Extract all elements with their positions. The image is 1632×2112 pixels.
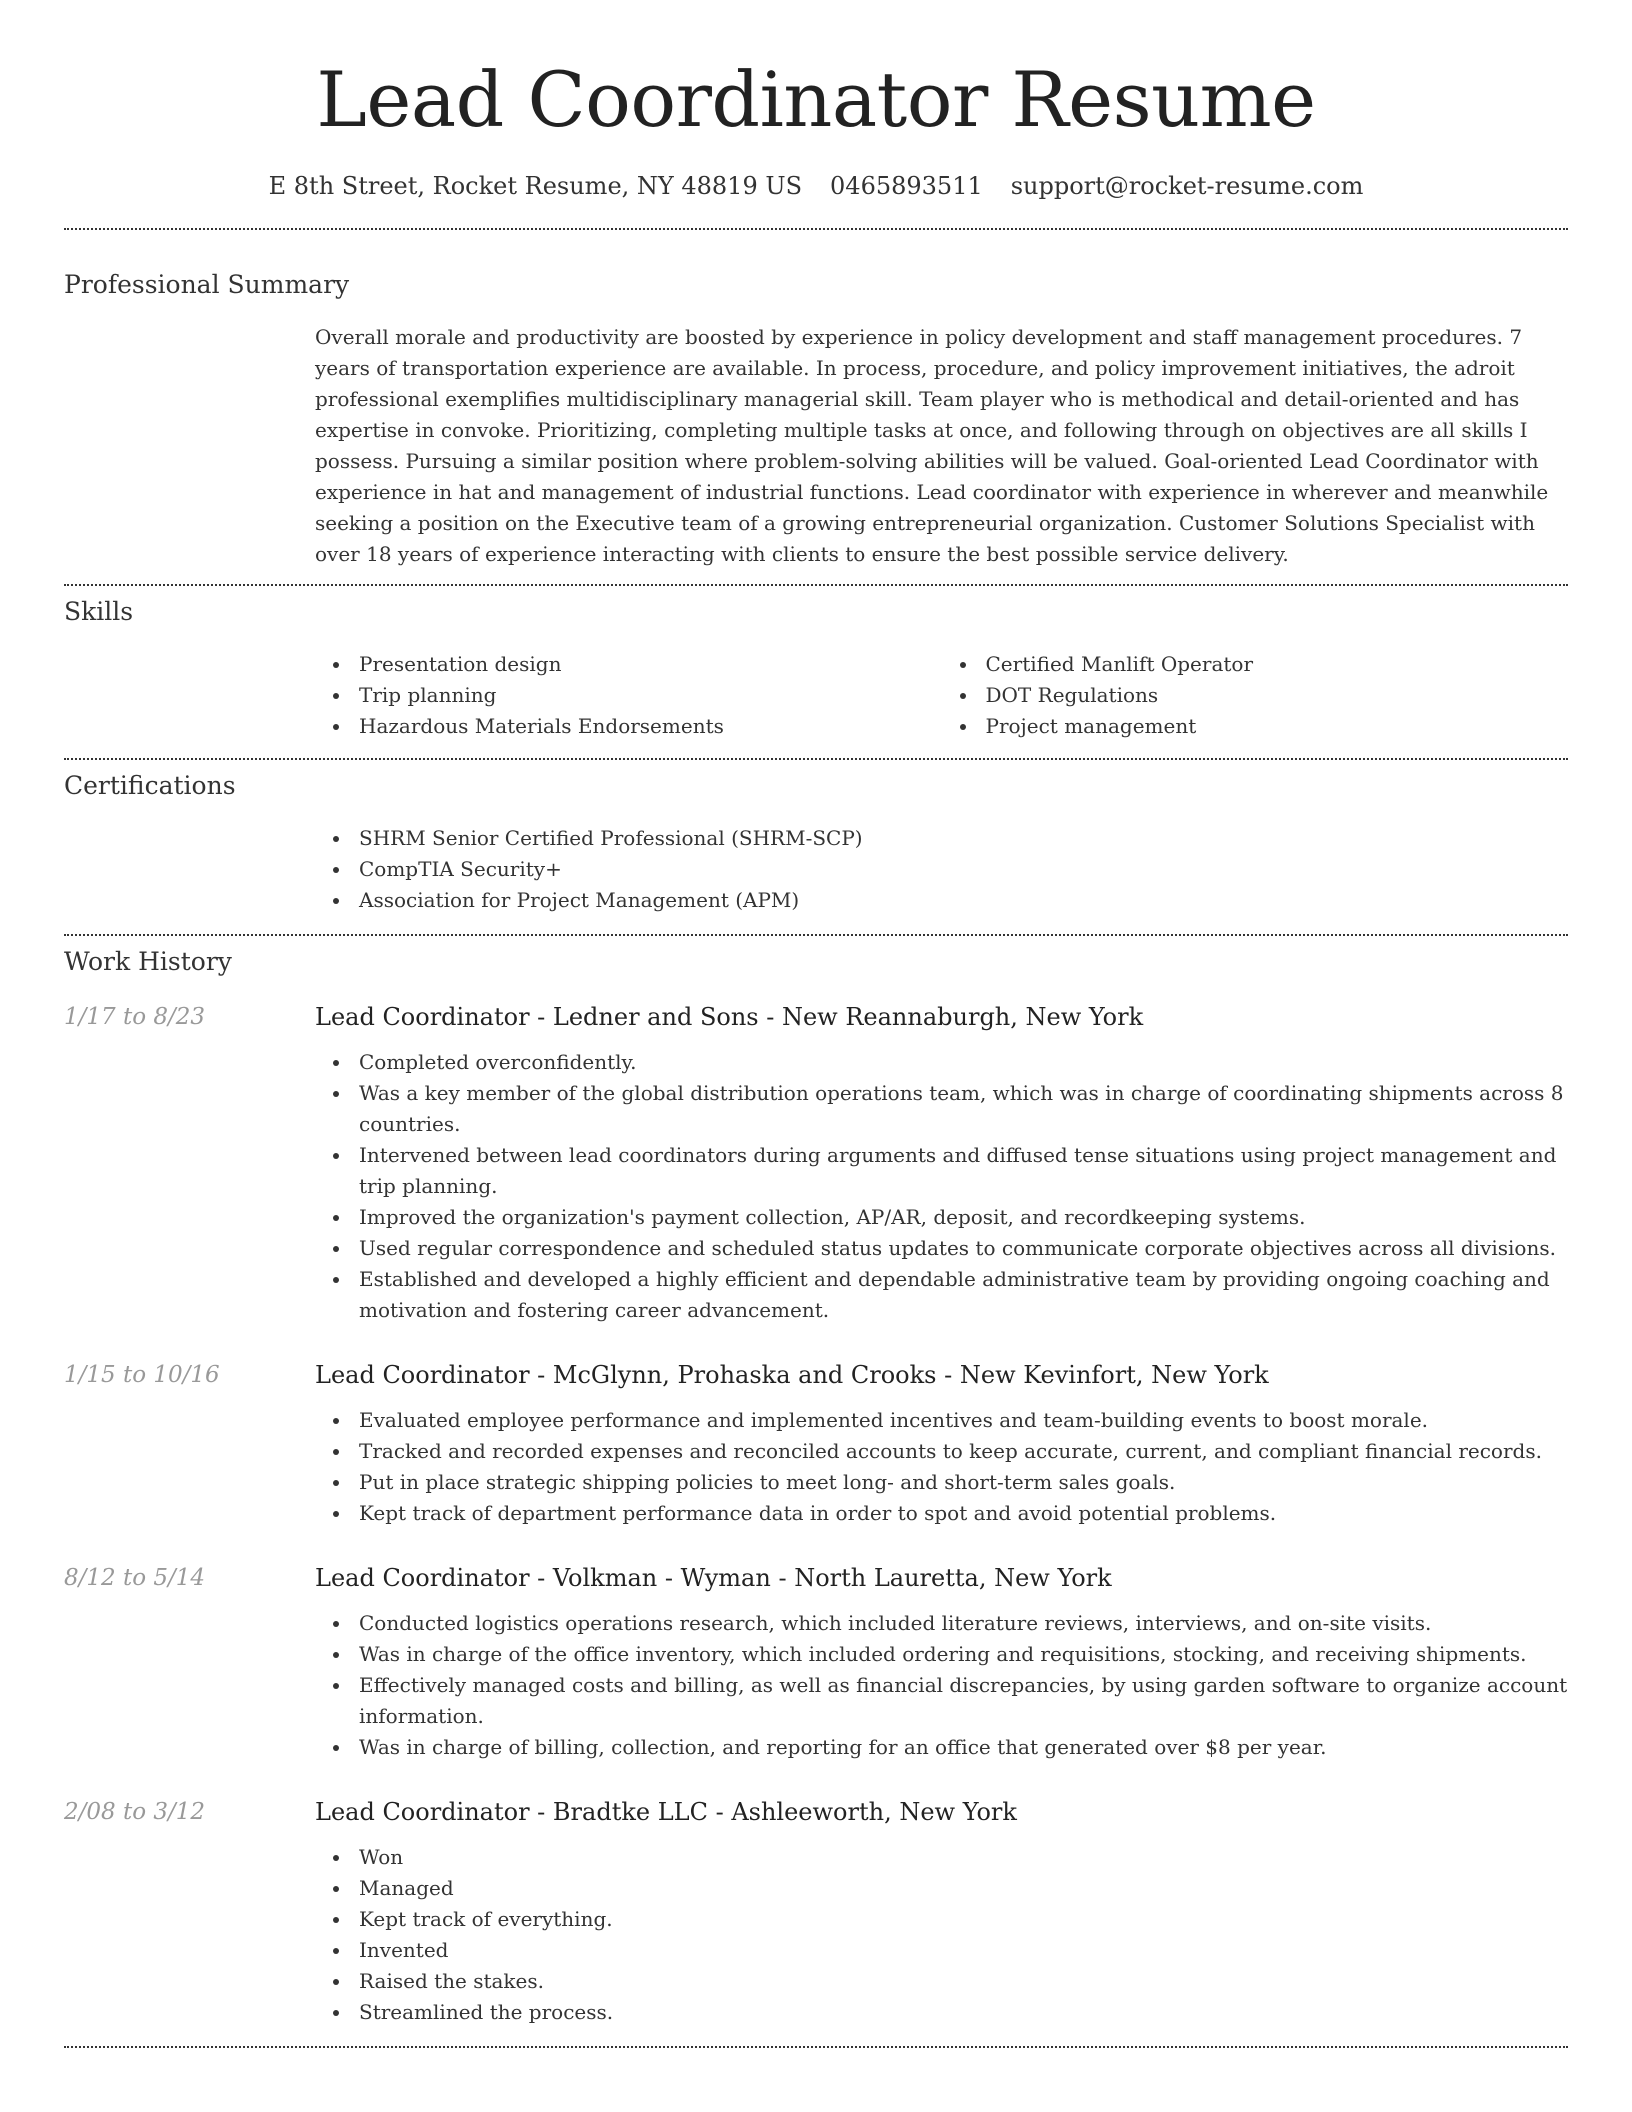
job-entry xyxy=(64,1001,1568,1326)
certifications-heading: Certifications xyxy=(64,771,236,800)
job-details xyxy=(315,1796,1568,2028)
contact-email: support@rocket-resume.com xyxy=(1010,172,1364,200)
job-bullet: Was in charge of the office inventory, which included ordering and requisitions, stocking, and receiving shipments. xyxy=(359,1639,1568,1670)
job-bullet: Improved the organization's payment collection, AP/AR, deposit, and recordkeeping systems. xyxy=(359,1202,1568,1233)
skill-item: Project management xyxy=(986,711,1569,742)
job-bullet: Effectively managed costs and billing, as well as financial discrepancies, by using garden software to organize account information. xyxy=(359,1670,1568,1732)
job-bullets xyxy=(315,1842,1568,2028)
job-title: Lead Coordinator - McGlynn, Prohaska and Crooks - New Kevinfort, New York xyxy=(315,1361,1269,1389)
job-title: Lead Coordinator - Ledner and Sons - New Reannaburgh, New York xyxy=(315,1003,1144,1031)
job-bullets xyxy=(315,1047,1568,1326)
skills-list-left xyxy=(315,649,942,742)
skill-item: Presentation design xyxy=(359,649,942,680)
job-bullet: Kept track of department performance data in order to spot and avoid potential problems. xyxy=(359,1498,1568,1529)
job-bullet: Kept track of everything. xyxy=(359,1904,1568,1935)
resume-page xyxy=(64,0,1568,2048)
certification-item: CompTIA Security+ xyxy=(359,854,1568,885)
job-bullet: Intervened between lead coordinators during arguments and diffused tense situations using project management and trip planning. xyxy=(359,1140,1568,1202)
job-details xyxy=(315,1001,1568,1326)
job-bullets xyxy=(315,1405,1568,1529)
skills-body xyxy=(315,649,1568,742)
section-divider xyxy=(64,2046,1568,2048)
certification-item: SHRM Senior Certified Professional (SHRM-SCP) xyxy=(359,823,1568,854)
resume-title: Lead Coordinator Resume xyxy=(316,55,1316,144)
job-bullet: Used regular correspondence and scheduled status updates to communicate corporate objectives across all divisions. xyxy=(359,1233,1568,1264)
contact-phone: 0465893511 xyxy=(830,172,983,200)
skill-item: DOT Regulations xyxy=(986,680,1569,711)
job-dates: 1/15 to 10/16 xyxy=(64,1362,220,1388)
job-entry xyxy=(64,1359,1568,1529)
certification-item: Association for Project Management (APM) xyxy=(359,885,1568,916)
job-title: Lead Coordinator - Bradtke LLC - Ashleeworth, New York xyxy=(315,1798,1017,1826)
job-entry xyxy=(64,1796,1568,2028)
section-divider xyxy=(64,228,1568,230)
job-bullet: Won xyxy=(359,1842,1568,1873)
summary-body xyxy=(315,322,1568,570)
job-bullets xyxy=(315,1608,1568,1763)
skill-item: Certified Manlift Operator xyxy=(986,649,1569,680)
skills-grid xyxy=(315,649,1568,742)
job-dates: 1/17 to 8/23 xyxy=(64,1004,206,1030)
job-bullet: Put in place strategic shipping policies to meet long- and short-term sales goals. xyxy=(359,1467,1568,1498)
skill-item: Hazardous Materials Endorsements xyxy=(359,711,942,742)
summary-heading: Professional Summary xyxy=(64,270,350,299)
job-dates: 8/12 to 5/14 xyxy=(64,1565,206,1591)
job-bullet: Invented xyxy=(359,1935,1568,1966)
job-entry xyxy=(64,1562,1568,1763)
job-bullet: Raised the stakes. xyxy=(359,1966,1568,1997)
job-bullet: Established and developed a highly efficient and dependable administrative team by providing ongoing coaching and motivation and fostering career advancement. xyxy=(359,1264,1568,1326)
skills-heading: Skills xyxy=(64,597,134,626)
job-details xyxy=(315,1359,1568,1529)
job-title: Lead Coordinator - Volkman - Wyman - North Lauretta, New York xyxy=(315,1564,1112,1592)
job-bullet: Streamlined the process. xyxy=(359,1997,1568,2028)
work-history-heading: Work History xyxy=(64,947,232,976)
certifications-body xyxy=(315,823,1568,916)
job-bullet: Was in charge of billing, collection, and reporting for an office that generated over $8 per year. xyxy=(359,1732,1568,1763)
job-bullet: Was a key member of the global distribution operations team, which was in charge of coordinating shipments across 8 countries. xyxy=(359,1078,1568,1140)
skills-list-right xyxy=(942,649,1569,742)
skill-item: Trip planning xyxy=(359,680,942,711)
contact-line xyxy=(64,170,1568,202)
job-bullet: Conducted logistics operations research, which included literature reviews, interviews, and on-site visits. xyxy=(359,1608,1568,1639)
contact-address: E 8th Street, Rocket Resume, NY 48819 US xyxy=(268,172,803,200)
section-divider xyxy=(64,758,1568,760)
summary-text: Overall morale and productivity are boosted by experience in policy development and staff management procedures. 7 years of transportation experience are available. In process, procedure, and policy improvement initiatives, the adroit professional exemplifies multidisciplinary managerial skill. Team player who is methodical and detail-oriented and has expertise in convoke. Prioritizing, completing multiple tasks at once, and following through on objectives are all skills I possess. Pursuing a similar position where problem-solving abilities will be valued. Goal-oriented Lead Coordinator with experience in hat and management of industrial functions. Lead coordinator with experience in wherever and meanwhile seeking a position on the Executive team of a growing entrepreneurial organization. Customer Solutions Specialist with over 18 years of experience interacting with clients to ensure the best possible service delivery. xyxy=(315,325,1549,566)
section-divider xyxy=(64,934,1568,936)
job-bullet: Managed xyxy=(359,1873,1568,1904)
certifications-list xyxy=(315,823,1568,916)
section-divider xyxy=(64,584,1568,586)
job-bullet: Tracked and recorded expenses and reconciled accounts to keep accurate, current, and compliant financial records. xyxy=(359,1436,1568,1467)
job-bullet: Completed overconfidently. xyxy=(359,1047,1568,1078)
job-details xyxy=(315,1562,1568,1763)
job-bullet: Evaluated employee performance and implemented incentives and team-building events to boost morale. xyxy=(359,1405,1568,1436)
job-dates: 2/08 to 3/12 xyxy=(64,1799,206,1825)
